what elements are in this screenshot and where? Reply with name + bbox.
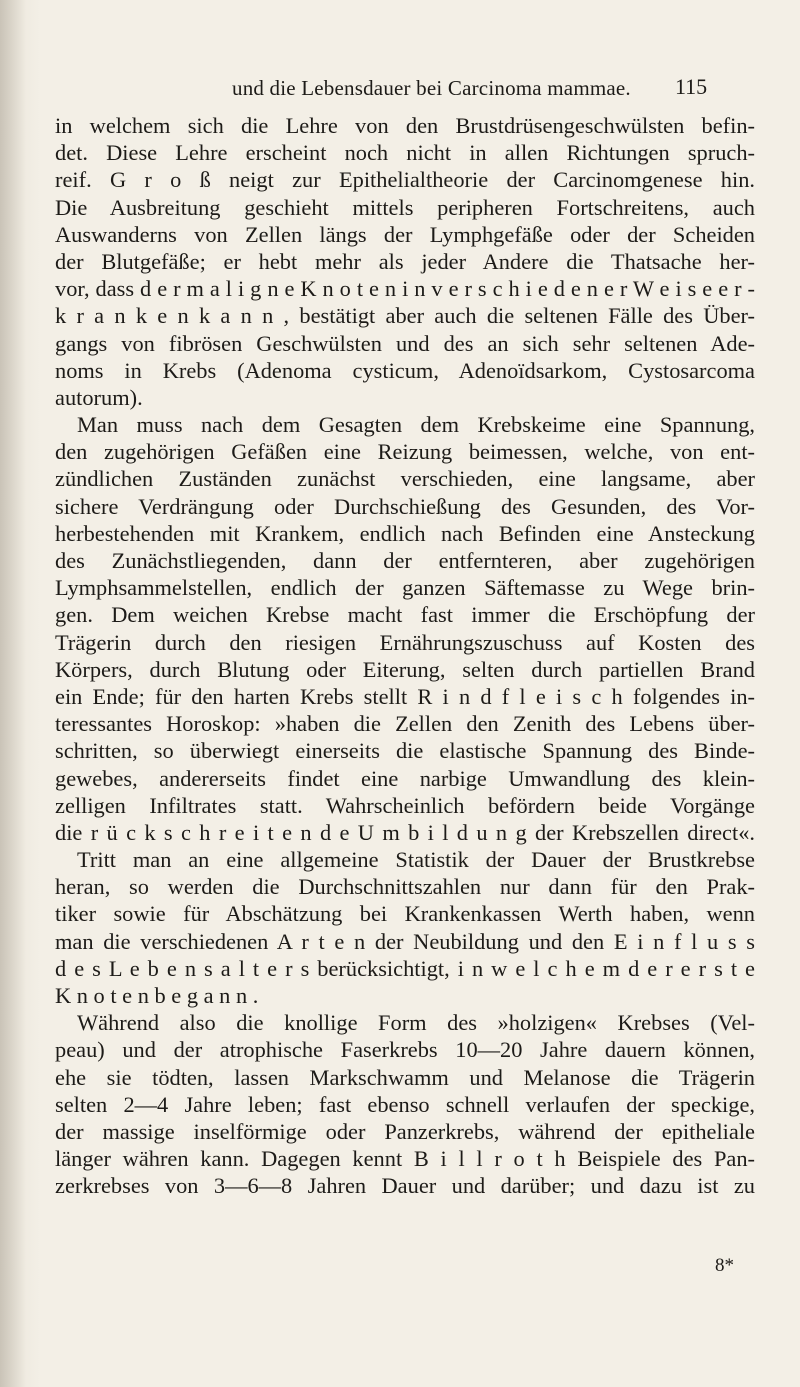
text-line: noms in Krebs (Adenoma cysticum, Adenoïdsarkom, Cystosarcoma (55, 357, 755, 383)
text-line: der Blutgefäße; er hebt mehr als jeder Andere die Thatsache her- (55, 248, 755, 274)
text-line: zündlichen Zuständen zunächst verschieden, eine langsame, aber (55, 466, 755, 492)
text-line: den zugehörigen Gefäßen eine Reizung beimessen, welche, von ent- (55, 439, 755, 465)
body-text (55, 112, 755, 1200)
text-line: reif. G r o ß neigt zur Epithelialtheorie der Carcinomgenese hin. (55, 167, 755, 193)
text-line: Trägerin durch den riesigen Ernährungszuschuss auf Kosten des (55, 629, 755, 655)
text-line: selten 2—4 Jahre leben; fast ebenso schnell verlaufen der speckige, (55, 1091, 755, 1117)
text-line: in welchem sich die Lehre von den Brustdrüsengeschwülsten befin- (55, 113, 755, 138)
signature-mark: 8* (715, 1255, 734, 1276)
text-line: Man muss nach dem Gesagten dem Krebskeime eine Spannung, (77, 412, 755, 438)
text-line: k r a n k e n k a n n , bestätigt aber auch die seltenen Fälle des Über- (55, 303, 755, 329)
text-line: K n o t e n b e g a n n . (55, 983, 259, 1008)
text-line: Die Ausbreitung geschieht mittels peripheren Fortschreitens, auch (55, 194, 755, 220)
text-line: gangs von fibrösen Geschwülsten und des an sich sehr seltenen Ade- (55, 330, 755, 356)
text-line: teressantes Horoskop: »haben die Zellen den Zenith des Lebens über- (55, 711, 755, 737)
text-line: peau) und der atrophische Faserkrebs 10—20 Jahre dauern können, (55, 1037, 755, 1063)
text-line: herbestehenden mit Krankem, endlich nach Befinden eine Ansteckung (55, 520, 755, 546)
text-line: autorum). (55, 384, 143, 410)
text-line: der massige inselförmige oder Panzerkrebs, während der epitheliale (55, 1118, 755, 1144)
text-line: vor, dass d e r m a l i g n e K n o t e n i n v e r s c h i e d e n e r W e i s e e r - (55, 276, 755, 302)
text-line: sichere Verdrängung oder Durchschießung des Gesunden, des Vor- (55, 493, 755, 519)
binding-shadow (0, 0, 26, 1387)
text-line: d e s L e b e n s a l t e r s berücksichtigt, i n w e l c h e m d e r e r s t e (55, 955, 755, 981)
text-line: Tritt man an eine allgemeine Statistik der Dauer der Brustkrebse (77, 847, 755, 873)
text-line: tiker sowie für Abschätzung bei Krankenkassen Werth haben, wenn (55, 901, 755, 927)
text-line: heran, so werden die Durchschnittszahlen nur dann für den Prak- (55, 874, 755, 900)
text-line: ein Ende; für den harten Krebs stellt R i n d f l e i s c h folgendes in- (55, 683, 755, 709)
text-line: Körpers, durch Blutung oder Eiterung, selten durch partiellen Brand (55, 656, 755, 682)
text-line: schritten, so überwiegt einerseits die elastische Spannung des Binde- (55, 738, 755, 764)
text-line: Auswanderns von Zellen längs der Lymphgefäße oder der Scheiden (55, 221, 755, 247)
text-line: zerkrebses von 3—6—8 Jahren Dauer und darüber; und dazu ist zu (55, 1173, 755, 1199)
page-number: 115 (675, 74, 708, 99)
running-title: und die Lebensdauer bei Carcinoma mammae. (232, 76, 631, 100)
text-line: man die verschiedenen A r t e n der Neubildung und den E i n f l u s s (55, 928, 755, 954)
text-line: zelligen Infiltrates statt. Wahrscheinlich befördern beide Vorgänge (55, 792, 755, 818)
text-line: Lymphsammelstellen, endlich der ganzen Säftemasse zu Wege brin- (55, 575, 755, 601)
text-line: Während also die knollige Form des »holzigen« Krebses (Vel- (77, 1010, 755, 1036)
text-line: des Zunächstliegenden, dann der entfernteren, aber zugehörigen (55, 548, 755, 573)
text-line: ehe sie tödten, lassen Markschwamm und Melanose die Trägerin (55, 1064, 755, 1090)
text-line: länger währen kann. Dagegen kennt B i l l r o t h Beispiele des Pan- (55, 1146, 755, 1172)
text-line: gen. Dem weichen Krebse macht fast immer die Erschöpfung der (55, 602, 755, 628)
text-line: die r ü c k s c h r e i t e n d e U m b i l d u n g der Krebszellen direct«. (55, 819, 755, 845)
text-line: gewebes, andererseits findet eine narbige Umwandlung des klein- (55, 765, 755, 791)
text-line: det. Diese Lehre erscheint noch nicht in allen Richtungen spruch- (55, 140, 755, 166)
